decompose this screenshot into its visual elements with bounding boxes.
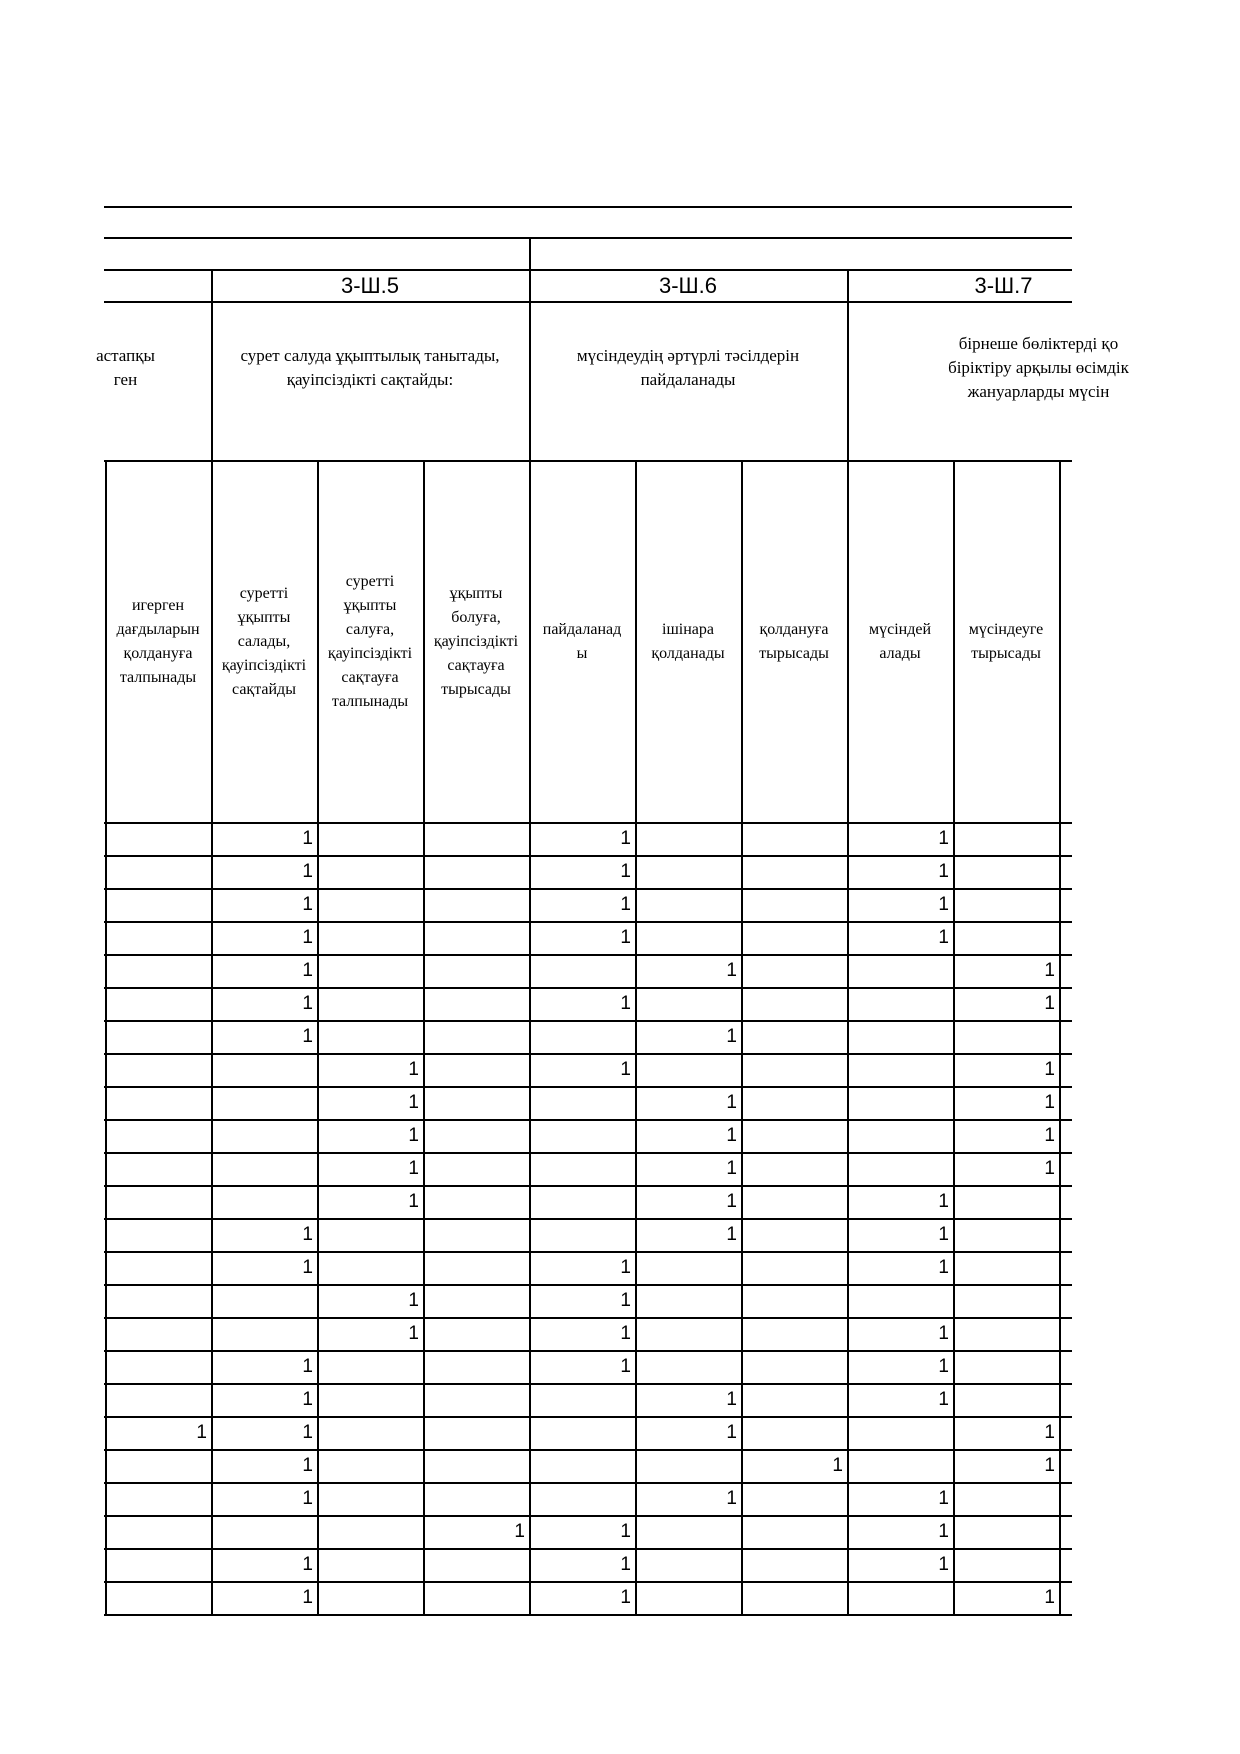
group-code: 3-Ш.5 (340, 273, 400, 298)
table-cell: 1 (620, 1257, 631, 1278)
table-cell: 1 (1044, 1092, 1055, 1113)
table-cell: 1 (620, 1356, 631, 1377)
table-cell: 1 (726, 1158, 737, 1179)
table-cell: 1 (938, 1488, 949, 1509)
table-cell: 1 (302, 960, 313, 981)
table-cell: 1 (408, 1092, 419, 1113)
table-cell: 1 (1044, 1125, 1055, 1146)
table-cell: 1 (1044, 1059, 1055, 1080)
table-cell: 1 (408, 1059, 419, 1080)
column-header: игерген дағдыларын қолдануға талпынады (116, 597, 200, 686)
table-cell: 1 (938, 1554, 949, 1575)
grid-line (104, 237, 1072, 239)
table-cell: 1 (302, 1488, 313, 1509)
table-cell: 1 (1044, 1455, 1055, 1476)
table-cell: 1 (938, 1521, 949, 1542)
table-cell: 1 (726, 1389, 737, 1410)
column-header: ұқыпты болуға, қауіпсіздікті сақтауға тырысады (433, 585, 519, 698)
table-cell: 1 (1044, 1422, 1055, 1443)
group-title: астапқы ген (96, 346, 155, 389)
table-cell: 1 (1044, 993, 1055, 1014)
table-cell: 1 (302, 1455, 313, 1476)
table-cell: 1 (620, 1554, 631, 1575)
table-cell: 1 (620, 1587, 631, 1608)
table-cell: 1 (408, 1290, 419, 1311)
table-cell: 1 (938, 1191, 949, 1212)
group-title: мүсіндеудің әртүрлі тәсілдерін пайдаланады (576, 346, 800, 389)
table-cell: 1 (302, 927, 313, 948)
table-cell: 1 (408, 1125, 419, 1146)
column-header: мүсіндей алады (868, 621, 932, 662)
column-header: мүсіндеуге тырысады (968, 621, 1044, 662)
table-cell: 1 (302, 894, 313, 915)
table-cell: 1 (938, 927, 949, 948)
grid-line (104, 1614, 1072, 1616)
table-cell: 1 (938, 1224, 949, 1245)
table-cell: 1 (938, 894, 949, 915)
table-cell: 1 (620, 1323, 631, 1344)
table-cell: 1 (302, 1257, 313, 1278)
table-cell: 1 (302, 1356, 313, 1377)
column-header: қолдануға тырысады (759, 621, 829, 662)
table-cell: 1 (726, 1092, 737, 1113)
table-cell: 1 (726, 1026, 737, 1047)
table-cell: 1 (938, 1257, 949, 1278)
table-cell: 1 (620, 894, 631, 915)
table-cell: 1 (302, 1587, 313, 1608)
table-cell: 1 (302, 1224, 313, 1245)
grid-line (104, 206, 1072, 208)
table-cell: 1 (514, 1521, 525, 1542)
grid-line (104, 1086, 1072, 1088)
table-cell: 1 (726, 1191, 737, 1212)
column-header: пайдаланад ы (542, 621, 622, 662)
table-cell: 1 (408, 1191, 419, 1212)
assessment-table (96, 205, 1129, 1625)
table-cell: 1 (620, 861, 631, 882)
group-title: сурет салуда ұқыптылық танытады, қауіпсіздікті сақтайды: (240, 346, 500, 389)
grid-line (1059, 460, 1061, 1615)
table-cell: 1 (832, 1455, 843, 1476)
table-cell: 1 (302, 993, 313, 1014)
table-cell: 1 (302, 828, 313, 849)
column-header: ішінара қолданады (651, 621, 725, 662)
table-cell: 1 (938, 828, 949, 849)
table-cell: 1 (620, 993, 631, 1014)
table-cell: 1 (302, 1554, 313, 1575)
table-cell: 1 (938, 1389, 949, 1410)
table-cell: 1 (620, 1521, 631, 1542)
table-cell: 1 (620, 828, 631, 849)
table-cell: 1 (302, 861, 313, 882)
table-cell: 1 (620, 927, 631, 948)
group-title: бірнеше бөліктерді қо біріктіру арқылы өсімдік жануарларды мүсін (948, 334, 1129, 401)
table-cell: 1 (1044, 1158, 1055, 1179)
table-cell: 1 (620, 1290, 631, 1311)
grid-line (104, 1152, 1072, 1154)
table-cell: 1 (938, 1356, 949, 1377)
table-cell: 1 (196, 1422, 207, 1443)
group-code: 3-Ш.7 (974, 273, 1033, 298)
table-cell: 1 (302, 1026, 313, 1047)
table-cell: 1 (726, 960, 737, 981)
grid-line (104, 1119, 1072, 1121)
column-header: суретті ұқыпты салуға, қауіпсіздікті сақтауға талпынады (327, 573, 413, 710)
table-cell: 1 (938, 1323, 949, 1344)
table-cell: 1 (1044, 1587, 1055, 1608)
table-cell: 1 (726, 1125, 737, 1146)
table-cell: 1 (408, 1323, 419, 1344)
table-cell: 1 (302, 1389, 313, 1410)
table-cell: 1 (620, 1059, 631, 1080)
group-code: 3-Ш.6 (658, 273, 718, 298)
table-cell: 1 (726, 1488, 737, 1509)
table-cell: 1 (938, 861, 949, 882)
table-cell: 1 (726, 1224, 737, 1245)
table-cell: 1 (408, 1158, 419, 1179)
table-cell: 1 (1044, 960, 1055, 981)
column-header: суретті ұқыпты салады, қауіпсіздікті сақтайды (221, 585, 307, 698)
table-cell: 1 (302, 1422, 313, 1443)
table-cell: 1 (726, 1422, 737, 1443)
